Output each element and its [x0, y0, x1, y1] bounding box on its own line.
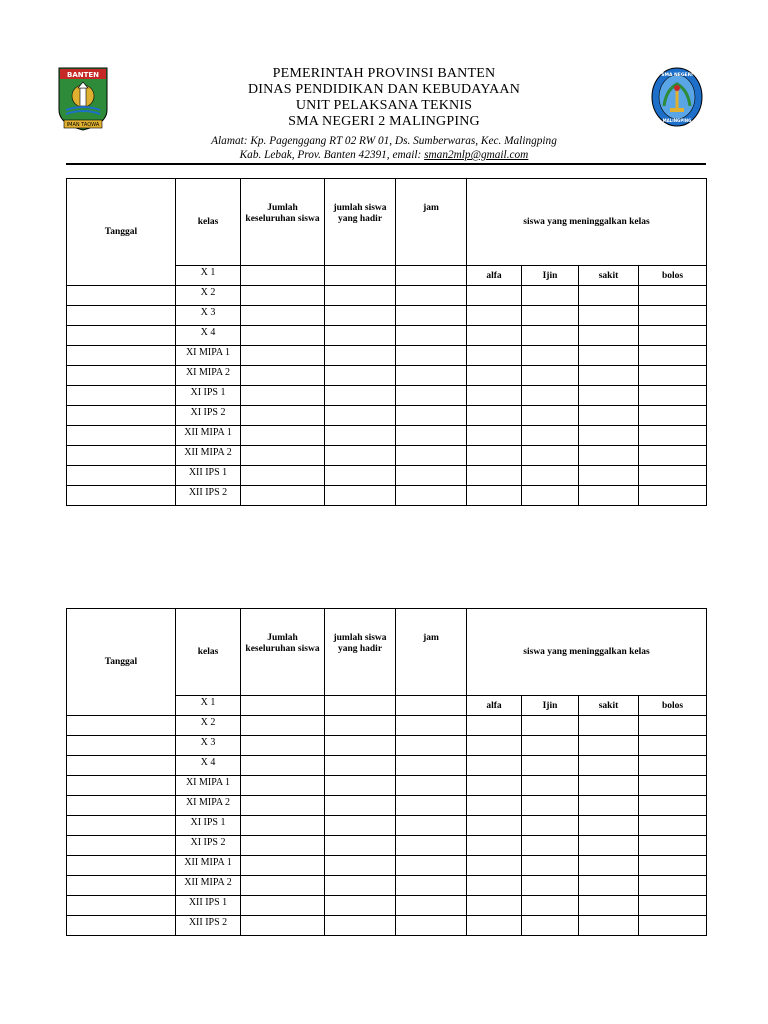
- table-row: [67, 366, 707, 386]
- jam-cell[interactable]: [396, 486, 467, 506]
- address-line-2-text: Kab. Lebak, Prov. Banten 42391, email:: [239, 149, 425, 161]
- jumlah-hadir-cell[interactable]: [325, 306, 396, 326]
- alfa-cell[interactable]: [467, 326, 522, 346]
- jam-cell[interactable]: [396, 306, 467, 326]
- jumlah-keseluruhan-cell[interactable]: [241, 916, 325, 936]
- jumlah-keseluruhan-cell[interactable]: [241, 716, 325, 736]
- ijin-cell[interactable]: [522, 286, 579, 306]
- jumlah-hadir-cell[interactable]: [325, 836, 396, 856]
- alfa-cell[interactable]: [467, 466, 522, 486]
- sakit-cell[interactable]: [579, 736, 639, 756]
- bolos-cell[interactable]: [639, 366, 707, 386]
- tanggal-cell[interactable]: [67, 346, 176, 366]
- letterhead: [0, 0, 768, 170]
- jam-cell[interactable]: [396, 916, 467, 936]
- sakit-cell[interactable]: [579, 466, 639, 486]
- tanggal-cell[interactable]: [67, 426, 176, 446]
- table-row: [67, 326, 707, 346]
- jumlah-keseluruhan-cell[interactable]: [241, 896, 325, 916]
- table-row: [67, 466, 707, 486]
- header-jumlah-hadir: jumlah siswa yang hadir: [325, 609, 396, 696]
- ijin-cell[interactable]: [522, 446, 579, 466]
- subheader-bolos: bolos: [639, 266, 707, 286]
- bolos-cell[interactable]: [639, 286, 707, 306]
- ijin-cell[interactable]: [522, 716, 579, 736]
- header-tanggal: Tanggal: [67, 609, 176, 716]
- sakit-cell[interactable]: [579, 916, 639, 936]
- tanggal-cell[interactable]: [67, 366, 176, 386]
- alfa-cell[interactable]: [467, 776, 522, 796]
- jam-cell[interactable]: [396, 386, 467, 406]
- kelas-cell: X 4: [176, 756, 241, 776]
- sakit-cell[interactable]: [579, 406, 639, 426]
- jumlah-keseluruhan-cell[interactable]: [241, 426, 325, 446]
- tanggal-cell[interactable]: [67, 466, 176, 486]
- jumlah-keseluruhan-cell[interactable]: [241, 326, 325, 346]
- sakit-cell[interactable]: [579, 836, 639, 856]
- kelas-cell: XI MIPA 2: [176, 366, 241, 386]
- kelas-cell: XII MIPA 1: [176, 426, 241, 446]
- tanggal-cell[interactable]: [67, 386, 176, 406]
- subheader-ijin: Ijin: [522, 696, 579, 716]
- jumlah-hadir-cell[interactable]: [325, 446, 396, 466]
- jumlah-hadir-cell[interactable]: [325, 816, 396, 836]
- bolos-cell[interactable]: [639, 386, 707, 406]
- table-row: [67, 446, 707, 466]
- jam-cell[interactable]: [396, 776, 467, 796]
- table-row: [67, 896, 707, 916]
- ijin-cell[interactable]: [522, 776, 579, 796]
- tanggal-cell[interactable]: [67, 446, 176, 466]
- alfa-cell[interactable]: [467, 736, 522, 756]
- bolos-cell[interactable]: [639, 776, 707, 796]
- heading-department: DINAS PENDIDIKAN DAN KEBUDAYAAN: [247, 82, 521, 97]
- alfa-cell[interactable]: [467, 896, 522, 916]
- bolos-cell[interactable]: [639, 856, 707, 876]
- table-row: [67, 486, 707, 506]
- alfa-cell[interactable]: [467, 856, 522, 876]
- sakit-cell[interactable]: [579, 306, 639, 326]
- tanggal-cell[interactable]: [67, 716, 176, 736]
- sakit-cell[interactable]: [579, 426, 639, 446]
- jam-cell[interactable]: [396, 406, 467, 426]
- kelas-cell: XI IPS 2: [176, 836, 241, 856]
- heading-school: SMA NEGERI 2 MALINGPING: [288, 114, 480, 129]
- jam-cell[interactable]: [396, 856, 467, 876]
- sakit-cell[interactable]: [579, 856, 639, 876]
- jumlah-hadir-cell[interactable]: [325, 896, 396, 916]
- jumlah-keseluruhan-cell[interactable]: [241, 406, 325, 426]
- alfa-cell[interactable]: [467, 876, 522, 896]
- emblem-text-motto: IMAN TAQWA: [66, 122, 100, 128]
- tanggal-cell[interactable]: [67, 876, 176, 896]
- bolos-cell[interactable]: [639, 446, 707, 466]
- alfa-cell[interactable]: [467, 836, 522, 856]
- tanggal-cell[interactable]: [67, 286, 176, 306]
- kelas-cell: X 4: [176, 326, 241, 346]
- bolos-cell[interactable]: [639, 346, 707, 366]
- school-emblem-text-bottom: MALINGPING: [662, 118, 692, 123]
- attendance-table-1: [66, 178, 707, 506]
- bolos-cell[interactable]: [639, 466, 707, 486]
- ijin-cell[interactable]: [522, 816, 579, 836]
- jumlah-hadir-cell[interactable]: [325, 796, 396, 816]
- alfa-cell[interactable]: [467, 446, 522, 466]
- jam-cell[interactable]: [396, 426, 467, 446]
- address-line-2: [140, 148, 628, 162]
- jumlah-hadir-cell[interactable]: [325, 916, 396, 936]
- bolos-cell[interactable]: [639, 756, 707, 776]
- jumlah-keseluruhan-cell[interactable]: [241, 446, 325, 466]
- sakit-cell[interactable]: [579, 716, 639, 736]
- ijin-cell[interactable]: [522, 896, 579, 916]
- tanggal-cell[interactable]: [67, 406, 176, 426]
- jumlah-hadir-cell[interactable]: [325, 756, 396, 776]
- jumlah-keseluruhan-cell[interactable]: [241, 736, 325, 756]
- jam-cell[interactable]: [396, 346, 467, 366]
- jumlah-hadir-cell[interactable]: [325, 366, 396, 386]
- jam-cell[interactable]: [396, 836, 467, 856]
- alfa-cell[interactable]: [467, 306, 522, 326]
- school-emblem-logo: [650, 66, 704, 128]
- ijin-cell[interactable]: [522, 856, 579, 876]
- jumlah-hadir-cell[interactable]: [325, 776, 396, 796]
- header-tanggal: Tanggal: [67, 179, 176, 286]
- kelas-cell: XI MIPA 2: [176, 796, 241, 816]
- empty-cell[interactable]: [396, 266, 467, 286]
- ijin-cell[interactable]: [522, 736, 579, 756]
- table-row: [67, 876, 707, 896]
- bolos-cell[interactable]: [639, 796, 707, 816]
- kelas-cell: X 3: [176, 306, 241, 326]
- kelas-cell: XI MIPA 1: [176, 776, 241, 796]
- jumlah-keseluruhan-cell[interactable]: [241, 486, 325, 506]
- jumlah-hadir-cell[interactable]: [325, 286, 396, 306]
- jumlah-hadir-cell[interactable]: [325, 466, 396, 486]
- table-row: [67, 836, 707, 856]
- ijin-cell[interactable]: [522, 406, 579, 426]
- ijin-cell[interactable]: [522, 466, 579, 486]
- sakit-cell[interactable]: [579, 796, 639, 816]
- header-meninggalkan-kelas: siswa yang meninggalkan kelas: [467, 179, 707, 266]
- tanggal-cell[interactable]: [67, 736, 176, 756]
- institution-heading: [150, 66, 618, 130]
- ijin-cell[interactable]: [522, 916, 579, 936]
- table-row: [67, 286, 707, 306]
- tanggal-cell[interactable]: [67, 816, 176, 836]
- tanggal-cell[interactable]: [67, 326, 176, 346]
- sakit-cell[interactable]: [579, 386, 639, 406]
- table-row: [67, 406, 707, 426]
- address-line-1: Alamat: Kp. Pagenggang RT 02 RW 01, Ds. Sumberwaras, Kec. Malingping: [211, 135, 557, 147]
- header-jumlah-keseluruhan: Jumlah keseluruhan siswa: [241, 179, 325, 266]
- sakit-cell[interactable]: [579, 346, 639, 366]
- bolos-cell[interactable]: [639, 736, 707, 756]
- jam-cell[interactable]: [396, 816, 467, 836]
- alfa-cell[interactable]: [467, 716, 522, 736]
- jumlah-keseluruhan-cell[interactable]: [241, 816, 325, 836]
- ijin-cell[interactable]: [522, 326, 579, 346]
- sakit-cell[interactable]: [579, 366, 639, 386]
- alfa-cell[interactable]: [467, 916, 522, 936]
- table-row: [67, 306, 707, 326]
- sakit-cell[interactable]: [579, 896, 639, 916]
- ijin-cell[interactable]: [522, 346, 579, 366]
- jumlah-keseluruhan-cell[interactable]: [241, 856, 325, 876]
- tanggal-cell[interactable]: [67, 306, 176, 326]
- tanggal-cell[interactable]: [67, 486, 176, 506]
- kelas-cell: X 2: [176, 286, 241, 306]
- header-jumlah-hadir: jumlah siswa yang hadir: [325, 179, 396, 266]
- kelas-cell: XII MIPA 2: [176, 876, 241, 896]
- jam-cell[interactable]: [396, 716, 467, 736]
- sakit-cell[interactable]: [579, 776, 639, 796]
- kelas-cell: XII MIPA 1: [176, 856, 241, 876]
- jam-cell[interactable]: [396, 896, 467, 916]
- jam-cell[interactable]: [396, 366, 467, 386]
- ijin-cell[interactable]: [522, 756, 579, 776]
- table-row: [67, 736, 707, 756]
- ijin-cell[interactable]: [522, 876, 579, 896]
- jam-cell[interactable]: [396, 796, 467, 816]
- empty-cell[interactable]: [241, 266, 325, 286]
- alfa-cell[interactable]: [467, 286, 522, 306]
- bolos-cell[interactable]: [639, 916, 707, 936]
- jumlah-keseluruhan-cell[interactable]: [241, 386, 325, 406]
- bolos-cell[interactable]: [639, 896, 707, 916]
- kelas-cell: XII MIPA 2: [176, 446, 241, 466]
- table-row: [67, 856, 707, 876]
- subheader-sakit: sakit: [579, 266, 639, 286]
- jumlah-keseluruhan-cell[interactable]: [241, 776, 325, 796]
- jumlah-keseluruhan-cell[interactable]: [241, 836, 325, 856]
- jumlah-hadir-cell[interactable]: [325, 406, 396, 426]
- jam-cell[interactable]: [396, 876, 467, 896]
- jumlah-hadir-cell[interactable]: [325, 876, 396, 896]
- kelas-cell: X 3: [176, 736, 241, 756]
- empty-cell[interactable]: [325, 266, 396, 286]
- heading-government: PEMERINTAH PROVINSI BANTEN: [272, 66, 496, 81]
- bolos-cell[interactable]: [639, 836, 707, 856]
- kelas-cell: XI IPS 1: [176, 386, 241, 406]
- tanggal-cell[interactable]: [67, 756, 176, 776]
- jumlah-hadir-cell[interactable]: [325, 346, 396, 366]
- alfa-cell[interactable]: [467, 796, 522, 816]
- table-row: [67, 386, 707, 406]
- kelas-cell: XII IPS 1: [176, 896, 241, 916]
- jumlah-keseluruhan-cell[interactable]: [241, 756, 325, 776]
- bolos-cell[interactable]: [639, 326, 707, 346]
- jam-cell[interactable]: [396, 326, 467, 346]
- jumlah-hadir-cell[interactable]: [325, 426, 396, 446]
- kelas-cell: XII IPS 2: [176, 486, 241, 506]
- header-jam: jam: [396, 609, 467, 696]
- ijin-cell[interactable]: [522, 486, 579, 506]
- jumlah-hadir-cell[interactable]: [325, 386, 396, 406]
- banten-emblem-logo: [56, 66, 110, 132]
- header-kelas: kelas: [176, 179, 241, 266]
- attendance-table-2: [66, 608, 707, 936]
- table-2-body: [67, 716, 707, 936]
- bolos-cell[interactable]: [639, 816, 707, 836]
- heading-unit: UNIT PELAKSANA TEKNIS: [295, 98, 473, 113]
- tanggal-cell[interactable]: [67, 896, 176, 916]
- jam-cell[interactable]: [396, 286, 467, 306]
- bolos-cell[interactable]: [639, 716, 707, 736]
- bolos-cell[interactable]: [639, 306, 707, 326]
- kelas-cell: X 1: [176, 696, 241, 716]
- emblem-text-banten: BANTEN: [66, 71, 100, 79]
- tanggal-cell[interactable]: [67, 856, 176, 876]
- sakit-cell[interactable]: [579, 286, 639, 306]
- kelas-cell: X 2: [176, 716, 241, 736]
- jumlah-keseluruhan-cell[interactable]: [241, 366, 325, 386]
- header-jumlah-keseluruhan: Jumlah keseluruhan siswa: [241, 609, 325, 696]
- alfa-cell[interactable]: [467, 406, 522, 426]
- sakit-cell[interactable]: [579, 816, 639, 836]
- alfa-cell[interactable]: [467, 426, 522, 446]
- empty-cell[interactable]: [241, 696, 325, 716]
- jumlah-hadir-cell[interactable]: [325, 856, 396, 876]
- table-row: [67, 796, 707, 816]
- table-row: [67, 816, 707, 836]
- ijin-cell[interactable]: [522, 796, 579, 816]
- ijin-cell[interactable]: [522, 386, 579, 406]
- alfa-cell[interactable]: [467, 386, 522, 406]
- empty-cell[interactable]: [325, 696, 396, 716]
- jam-cell[interactable]: [396, 756, 467, 776]
- table-row: [67, 916, 707, 936]
- jumlah-keseluruhan-cell[interactable]: [241, 466, 325, 486]
- tanggal-cell[interactable]: [67, 796, 176, 816]
- tanggal-cell[interactable]: [67, 836, 176, 856]
- table-row: [67, 346, 707, 366]
- ijin-cell[interactable]: [522, 426, 579, 446]
- jumlah-keseluruhan-cell[interactable]: [241, 346, 325, 366]
- bolos-cell[interactable]: [639, 426, 707, 446]
- table-row: [67, 756, 707, 776]
- kelas-cell: XI IPS 1: [176, 816, 241, 836]
- subheader-alfa: alfa: [467, 696, 522, 716]
- alfa-cell[interactable]: [467, 816, 522, 836]
- empty-cell[interactable]: [396, 696, 467, 716]
- bolos-cell[interactable]: [639, 406, 707, 426]
- alfa-cell[interactable]: [467, 346, 522, 366]
- sakit-cell[interactable]: [579, 876, 639, 896]
- school-emblem-text-top: SMA NEGERI: [661, 73, 693, 78]
- jumlah-hadir-cell[interactable]: [325, 486, 396, 506]
- jumlah-keseluruhan-cell[interactable]: [241, 306, 325, 326]
- tanggal-cell[interactable]: [67, 776, 176, 796]
- table-row: [67, 426, 707, 446]
- kelas-cell: XII IPS 1: [176, 466, 241, 486]
- header-jam: jam: [396, 179, 467, 266]
- alfa-cell[interactable]: [467, 486, 522, 506]
- sakit-cell[interactable]: [579, 486, 639, 506]
- jumlah-hadir-cell[interactable]: [325, 736, 396, 756]
- kelas-cell: XI IPS 2: [176, 406, 241, 426]
- jumlah-keseluruhan-cell[interactable]: [241, 876, 325, 896]
- ijin-cell[interactable]: [522, 366, 579, 386]
- table-row: [67, 716, 707, 736]
- subheader-alfa: alfa: [467, 266, 522, 286]
- jam-cell[interactable]: [396, 736, 467, 756]
- ijin-cell[interactable]: [522, 836, 579, 856]
- tanggal-cell[interactable]: [67, 916, 176, 936]
- email-link[interactable]: sman2mlp@gmail.com: [424, 149, 529, 161]
- alfa-cell[interactable]: [467, 366, 522, 386]
- ijin-cell[interactable]: [522, 306, 579, 326]
- table-row: [67, 776, 707, 796]
- jam-cell[interactable]: [396, 446, 467, 466]
- alfa-cell[interactable]: [467, 756, 522, 776]
- header-meninggalkan-kelas: siswa yang meninggalkan kelas: [467, 609, 707, 696]
- bolos-cell[interactable]: [639, 486, 707, 506]
- jumlah-hadir-cell[interactable]: [325, 716, 396, 736]
- subheader-sakit: sakit: [579, 696, 639, 716]
- sakit-cell[interactable]: [579, 446, 639, 466]
- sakit-cell[interactable]: [579, 756, 639, 776]
- jumlah-keseluruhan-cell[interactable]: [241, 286, 325, 306]
- table-1-body: [67, 286, 707, 506]
- sakit-cell[interactable]: [579, 326, 639, 346]
- bolos-cell[interactable]: [639, 876, 707, 896]
- subheader-bolos: bolos: [639, 696, 707, 716]
- kelas-cell: X 1: [176, 266, 241, 286]
- subheader-ijin: Ijin: [522, 266, 579, 286]
- kelas-cell: XII IPS 2: [176, 916, 241, 936]
- jumlah-keseluruhan-cell[interactable]: [241, 796, 325, 816]
- jam-cell[interactable]: [396, 466, 467, 486]
- letterhead-divider: [66, 163, 706, 165]
- kelas-cell: XI MIPA 1: [176, 346, 241, 366]
- header-kelas: kelas: [176, 609, 241, 696]
- jumlah-hadir-cell[interactable]: [325, 326, 396, 346]
